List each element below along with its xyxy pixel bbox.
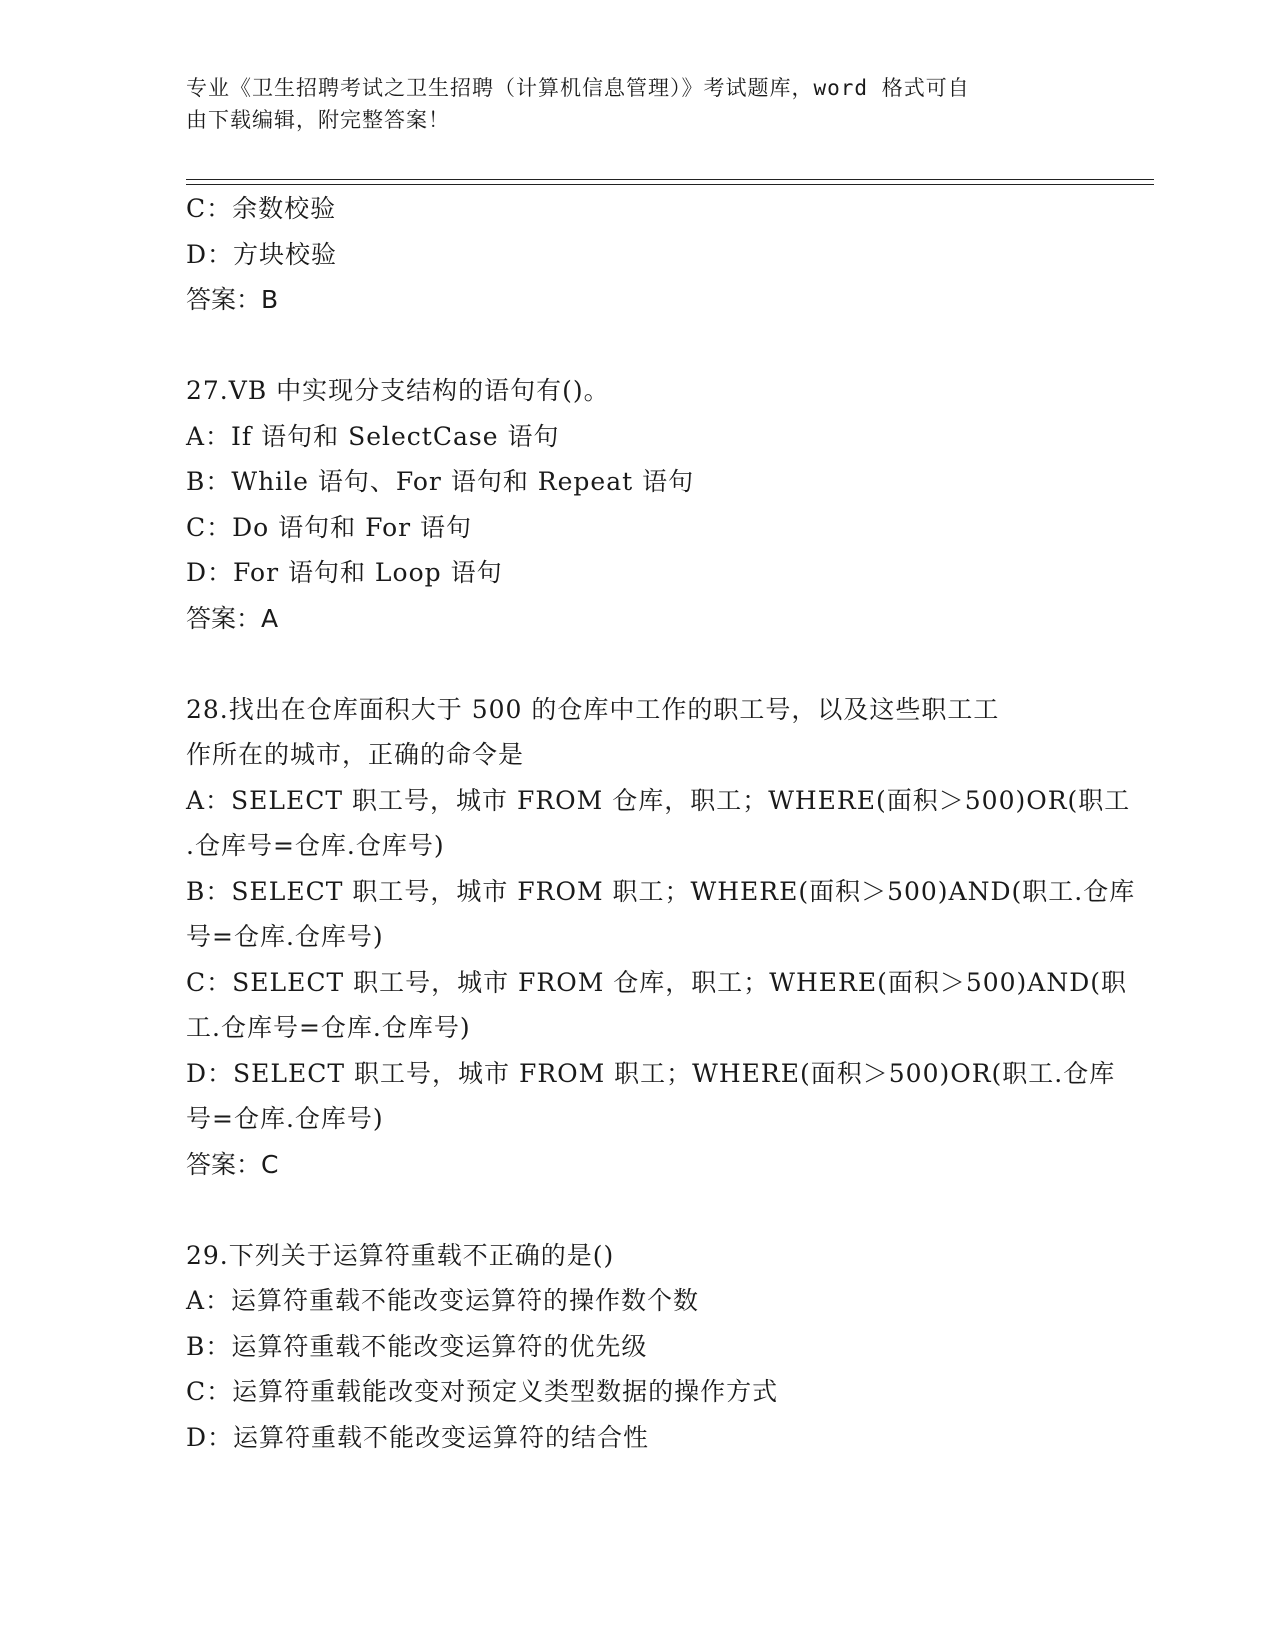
- question-27: [186, 368, 1086, 641]
- option-a: A：运算符重载不能改变运算符的操作数个数: [186, 1286, 700, 1315]
- option-d: D：方块校验: [186, 239, 338, 269]
- question-stem: 27.VB 中实现分支结构的语句有()。: [186, 376, 610, 405]
- prev-question: [186, 186, 1086, 323]
- option-d: D：For 语句和 Loop 语句: [186, 558, 503, 587]
- option-c: C：SELECT 职工号，城市 FROM 仓库，职工；WHERE(面积＞500)AND(职: [186, 967, 1128, 997]
- spacer: [186, 641, 1086, 687]
- question-stem-cont: 作所在的城市，正确的命令是: [186, 740, 525, 769]
- option-c: C：余数校验: [186, 194, 337, 223]
- question-content: [186, 186, 1136, 1460]
- answer-line: 答案：B: [186, 285, 279, 314]
- option-c: C：运算符重载能改变对预定义类型数据的操作方式: [186, 1377, 779, 1406]
- option-a-cont: .仓库号=仓库.仓库号): [186, 831, 445, 860]
- answer-line: 答案：C: [186, 1149, 279, 1179]
- option-d: D：运算符重载不能改变运算符的结合性: [186, 1422, 650, 1452]
- answer-line: 答案：A: [186, 603, 279, 633]
- question-stem: 29.下列关于运算符重载不正确的是(): [186, 1240, 615, 1270]
- document-header: [186, 72, 1066, 136]
- option-a: A：SELECT 职工号，城市 FROM 仓库，职工；WHERE(面积＞500)OR(职工: [186, 785, 1131, 815]
- option-d-cont: 号=仓库.仓库号): [186, 1104, 384, 1133]
- option-b: B：While 语句、For 语句和 Repeat 语句: [186, 467, 695, 496]
- header-rule-thick: [186, 179, 1154, 180]
- option-b: B：运算符重载不能改变运算符的优先级: [186, 1331, 648, 1361]
- header-rule-thin: [186, 184, 1154, 185]
- question-29: [186, 1233, 1086, 1461]
- spacer: [186, 1187, 1086, 1233]
- question-28: [186, 687, 1136, 1188]
- header-line-2: 由下载编辑，附完整答案！: [186, 108, 450, 132]
- option-a: A：If 语句和 SelectCase 语句: [186, 421, 560, 451]
- option-c: C：Do 语句和 For 语句: [186, 512, 473, 542]
- spacer: [186, 323, 1086, 369]
- question-stem: 28.找出在仓库面积大于 500 的仓库中工作的职工号，以及这些职工工: [186, 694, 1000, 724]
- option-d: D：SELECT 职工号，城市 FROM 职工；WHERE(面积＞500)OR(职工.仓库: [186, 1058, 1116, 1088]
- option-b: B：SELECT 职工号，城市 FROM 职工；WHERE(面积＞500)AND(职工.仓库: [186, 876, 1136, 906]
- header-line-1: 专业《卫生招聘考试之卫生招聘（计算机信息管理）》考试题库，word 格式可自: [186, 76, 970, 100]
- option-c-cont: 工.仓库号=仓库.仓库号): [186, 1013, 471, 1042]
- option-b-cont: 号=仓库.仓库号): [186, 922, 384, 951]
